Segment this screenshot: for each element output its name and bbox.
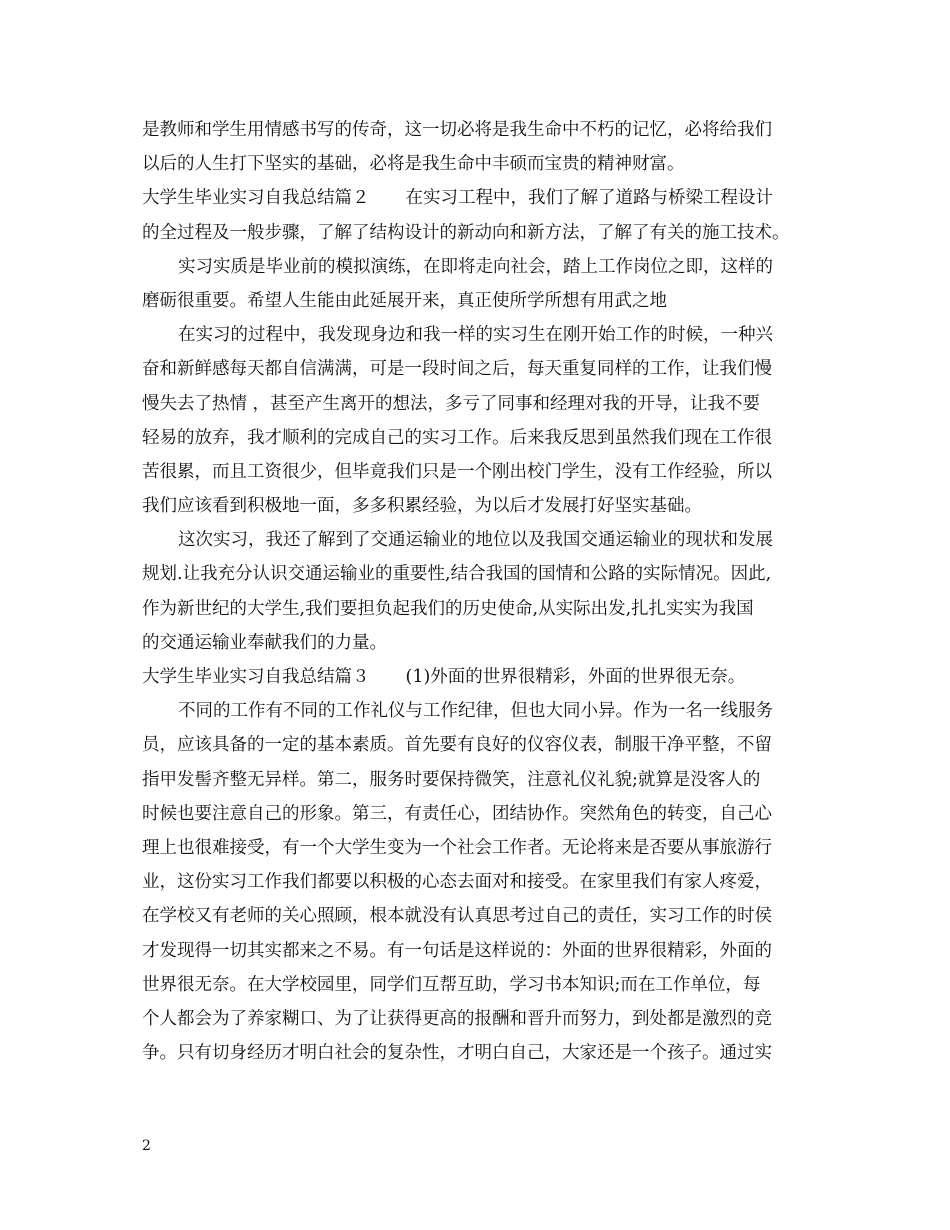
text-line: 争。只有切身经历才明白社会的复杂性，才明白自己，大家还是一个孩子。通过实 (142, 1043, 772, 1064)
text-line: 奋和新鲜感每天都自信满满，可是一段时间之后，每天重复同样的工作，让我们慢 (142, 359, 772, 380)
text-line: 轻易的放弃，我才顺利的完成自己的实习工作。后来我反思到虽然我们现在工作很 (142, 427, 772, 448)
text-line: 时候也要注意自己的形象。第三，有责任心，团结协作。突然角色的转变，自己心 (142, 803, 772, 824)
text-line: 苦很累，而且工资很少，但毕竟我们只是一个刚出校门学生，没有工作经验，所以 (142, 461, 772, 482)
paragraph-start: 实习实质是毕业前的模拟演练，在即将走向社会，踏上工作岗位之即，这样的 (178, 256, 773, 277)
text-line: 业，这份实习工作我们都要以积极的心态去面对和接受。在家里我们有家人疼爱， (142, 872, 772, 893)
section-title: 大学生毕业实习自我总结篇２ (142, 188, 370, 209)
paragraph-start: 在实习的过程中，我发现身边和我一样的实习生在刚开始工作的时候，一种兴 (178, 325, 773, 346)
paragraph-start: 这次实习，我还了解到了交通运输业的地位以及我国交通运输业的现状和发展 (178, 530, 773, 551)
text-line: 的交通运输业奉献我们的力量。 (142, 632, 387, 653)
section-heading-2 (142, 181, 822, 215)
section-first-text: (1)外面的世界很精彩，外面的世界很无奈。 (405, 667, 746, 687)
text-line: 以后的人生打下坚实的基础，必将是我生命中丰硕而宝贵的精神财富。 (142, 154, 685, 175)
text-line: 世界很无奈。在大学校园里，同学们互帮互助，学习书本知识;而在工作单位，每 (142, 974, 761, 995)
document-body (142, 113, 822, 1070)
page-number: 2 (142, 1138, 151, 1154)
text-line: 的全过程及一般步骤，了解了结构设计的新动向和新方法，了解了有关的施工技术。 (142, 222, 790, 243)
text-line: 磨砺很重要。希望人生能由此延展开来，真正使所学所想有用武之地 (142, 290, 667, 311)
text-line: 个人都会为了养家糊口、为了让获得更高的报酬和晋升而努力，到处都是激烈的竞 (142, 1008, 772, 1029)
text-line: 在学校又有老师的关心照顾，根本就没有认真思考过自己的责任，实习工作的时侯 (142, 906, 772, 927)
text-line: 理上也很难接受，有一个大学生变为一个社会工作者。无论将来是否要从事旅游行 (142, 837, 772, 858)
section-first-text: 在实习工程中，我们了解了道路与桥梁工程设计 (405, 188, 773, 209)
text-line: 指甲发髻齐整无异样。第二，服务时要保持微笑，注意礼仪礼貌;就算是没客人的 (142, 769, 761, 790)
text-line: 是教师和学生用情感书写的传奇，这一切必将是我生命中不朽的记忆，必将给我们 (142, 120, 772, 140)
text-line: 才发现得一切其实都来之不易。有一句话是这样说的：外面的世界很精彩，外面的 (142, 940, 772, 961)
section-heading-3 (142, 660, 822, 694)
text-line: 我们应该看到积极地一面，多多积累经验，为以后才发展打好坚实基础。 (142, 496, 702, 517)
text-line: 作为新世纪的大学生,我们要担负起我们的历史使命,从实际出发,扎扎实实为我国 (142, 598, 754, 619)
text-line: 员，应该具备的一定的基本素质。首先要有良好的仪容仪表，制服干净平整，不留 (142, 735, 772, 756)
text-line: 慢失去了热情 ，甚至产生离开的想法，多亏了同事和经理对我的开导，让我不要 (142, 393, 761, 414)
paragraph-start: 不同的工作有不同的工作礼仪与工作纪律，但也大同小异。作为一名一线服务 (178, 701, 773, 722)
text-line: 规划.让我充分认识交通运输业的重要性,结合我国的国情和公路的实际情况。因此, (142, 564, 772, 585)
section-title: 大学生毕业实习自我总结篇３ (142, 667, 370, 687)
